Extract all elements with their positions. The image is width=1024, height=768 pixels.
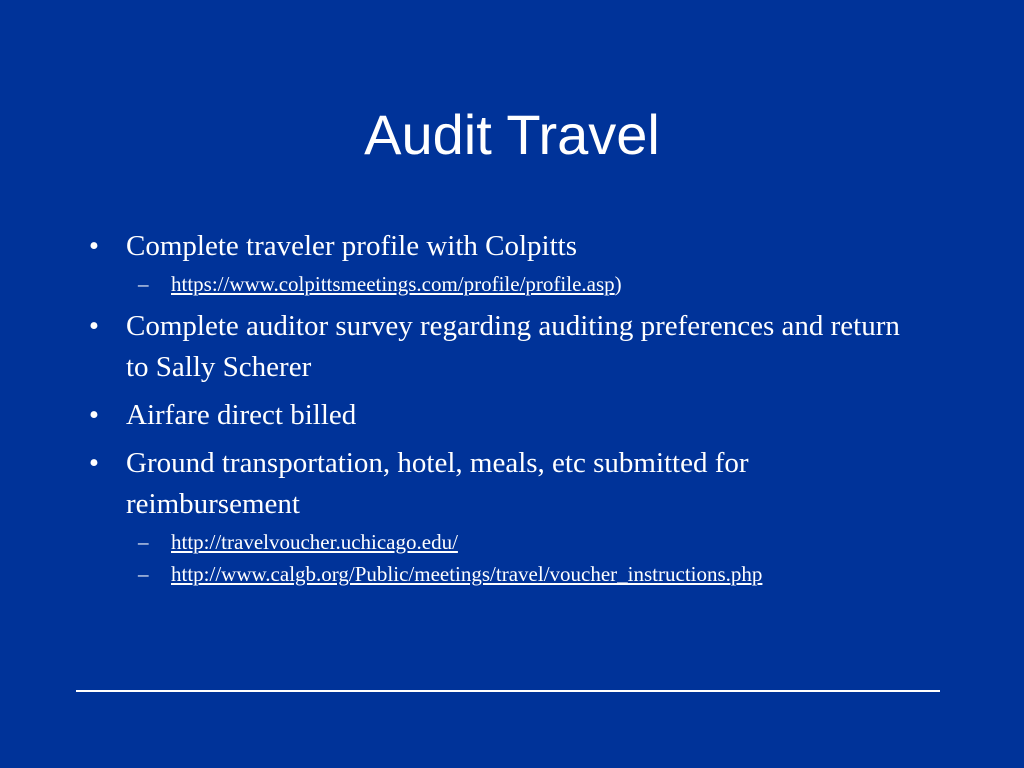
bullet-text: Complete traveler profile with Colpitts — [126, 230, 578, 262]
bullet-text: Complete auditor survey regarding auditing preferences and return to Sally Scherer — [126, 310, 900, 383]
bullet-text: Airfare direct billed — [126, 399, 357, 431]
slide-title: Audit Travel — [364, 103, 660, 166]
bullet-item — [84, 226, 914, 267]
bullet-item — [84, 306, 914, 388]
travel-voucher-link[interactable]: http://travelvoucher.uchicago.edu/ — [171, 530, 458, 554]
bullet-marker: • — [88, 310, 100, 342]
bullet-marker: • — [88, 447, 100, 479]
sub-bullet-item — [84, 527, 914, 557]
slide-body — [84, 226, 914, 589]
footer-divider — [76, 690, 940, 692]
link-suffix: ) — [614, 272, 622, 296]
sub-bullet-item — [84, 269, 914, 299]
sub-bullet-item — [84, 559, 914, 589]
dash-marker: – — [138, 530, 149, 554]
bullet-item — [84, 395, 914, 436]
voucher-instructions-link[interactable]: http://www.calgb.org/Public/meetings/travel/voucher_instructions.php — [171, 562, 763, 586]
bullet-item — [84, 443, 914, 525]
bullet-marker: • — [88, 230, 100, 262]
bullet-marker: • — [88, 399, 100, 431]
profile-link[interactable]: https://www.colpittsmeetings.com/profile/profile.asp — [171, 272, 615, 296]
dash-marker: – — [138, 272, 149, 296]
dash-marker: – — [138, 562, 149, 586]
bullet-text: Ground transportation, hotel, meals, etc submitted for reimbursement — [126, 447, 749, 520]
